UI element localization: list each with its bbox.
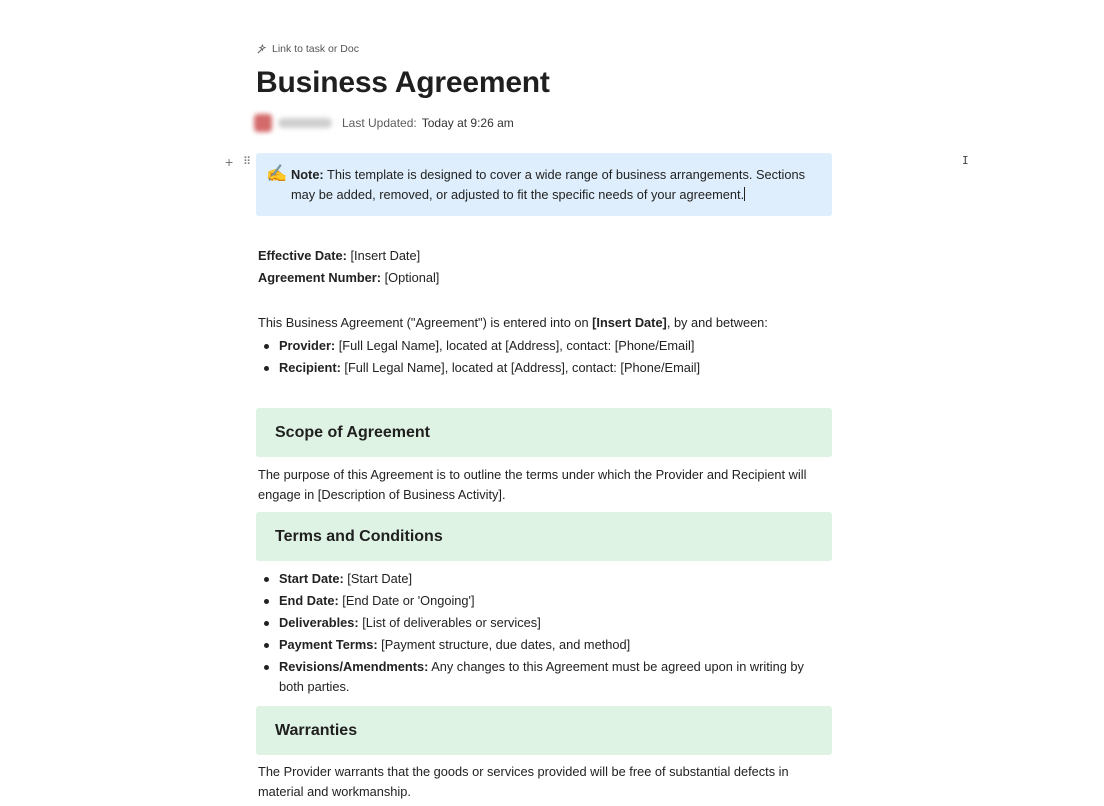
page-title[interactable]: Business Agreement <box>256 66 550 99</box>
term-label: Start Date: <box>279 571 344 586</box>
section-heading-scope[interactable]: Scope of Agreement <box>256 408 832 457</box>
list-item[interactable] <box>258 657 828 696</box>
effective-date-value: [Insert Date] <box>346 248 421 263</box>
note-text: This template is designed to cover a wide range of business arrangements. Sections may be added, removed, or adjusted to fit the specific needs of your agreement. <box>291 167 806 202</box>
section-heading-terms[interactable]: Terms and Conditions <box>256 512 832 561</box>
parties-list <box>258 336 828 378</box>
term-value: [List of deliverables or services] <box>358 615 541 630</box>
party-value: [Full Legal Name], located at [Address], contact: [Phone/Email] <box>340 360 701 375</box>
term-value: [Start Date] <box>343 571 412 586</box>
note-callout[interactable] <box>256 153 832 216</box>
intro-post: , by and between: <box>666 315 768 330</box>
drag-handle-icon[interactable]: ⠿ <box>243 156 251 168</box>
avatar <box>254 114 272 132</box>
intro-pre: This Business Agreement ("Agreement") is entered into on <box>258 315 593 330</box>
intro-date: [Insert Date] <box>592 315 667 330</box>
party-label: Recipient: <box>279 360 341 375</box>
agreement-number-label: Agreement Number: <box>258 270 382 285</box>
last-updated-label: Last Updated: <box>342 116 417 130</box>
link-to-task-label: Link to task or Doc <box>272 43 359 55</box>
party-value: [Full Legal Name], located at [Address], contact: [Phone/Email] <box>335 338 695 353</box>
link-sparkle-icon <box>256 44 267 55</box>
doc-meta <box>254 112 514 134</box>
term-value: Any changes to this Agreement must be agreed upon in writing by both parties. <box>279 659 804 694</box>
author[interactable] <box>254 114 332 132</box>
author-name-blurred <box>278 118 332 128</box>
terms-list <box>258 569 828 696</box>
link-to-task-button[interactable] <box>256 43 359 55</box>
note-label: Note: <box>291 167 324 182</box>
warranties-body[interactable]: The Provider warrants that the goods or services provided will be free of substantial defects in material and workmanship. <box>258 764 789 799</box>
scope-body[interactable]: The purpose of this Agreement is to outline the terms under which the Provider and Recipient will engage in [Description of Business Activity]. <box>258 467 807 502</box>
text-cursor-icon: I <box>962 154 969 167</box>
effective-date-label: Effective Date: <box>258 248 347 263</box>
list-item[interactable] <box>258 591 828 611</box>
last-updated-value: Today at 9:26 am <box>421 116 514 130</box>
list-item[interactable] <box>258 336 828 356</box>
list-item[interactable] <box>258 635 828 655</box>
text-caret <box>744 187 745 201</box>
term-label: Payment Terms: <box>279 637 378 652</box>
agreement-number-line[interactable] <box>258 268 439 288</box>
add-block-icon[interactable]: + <box>225 154 234 170</box>
effective-date-line[interactable] <box>258 246 420 266</box>
agreement-number-value: [Optional] <box>381 270 440 285</box>
list-item[interactable] <box>258 358 828 378</box>
list-item[interactable] <box>258 613 828 633</box>
term-value: [End Date or 'Ongoing'] <box>338 593 475 608</box>
term-label: Deliverables: <box>279 615 359 630</box>
section-heading-warranties[interactable]: Warranties <box>256 706 832 755</box>
intro-paragraph[interactable] <box>258 313 768 333</box>
list-item[interactable] <box>258 569 828 589</box>
term-label: Revisions/Amendments: <box>279 659 429 674</box>
term-label: End Date: <box>279 593 339 608</box>
party-label: Provider: <box>279 338 336 353</box>
term-value: [Payment structure, due dates, and method] <box>377 637 631 652</box>
writing-hand-icon: ✍️ <box>266 164 288 183</box>
